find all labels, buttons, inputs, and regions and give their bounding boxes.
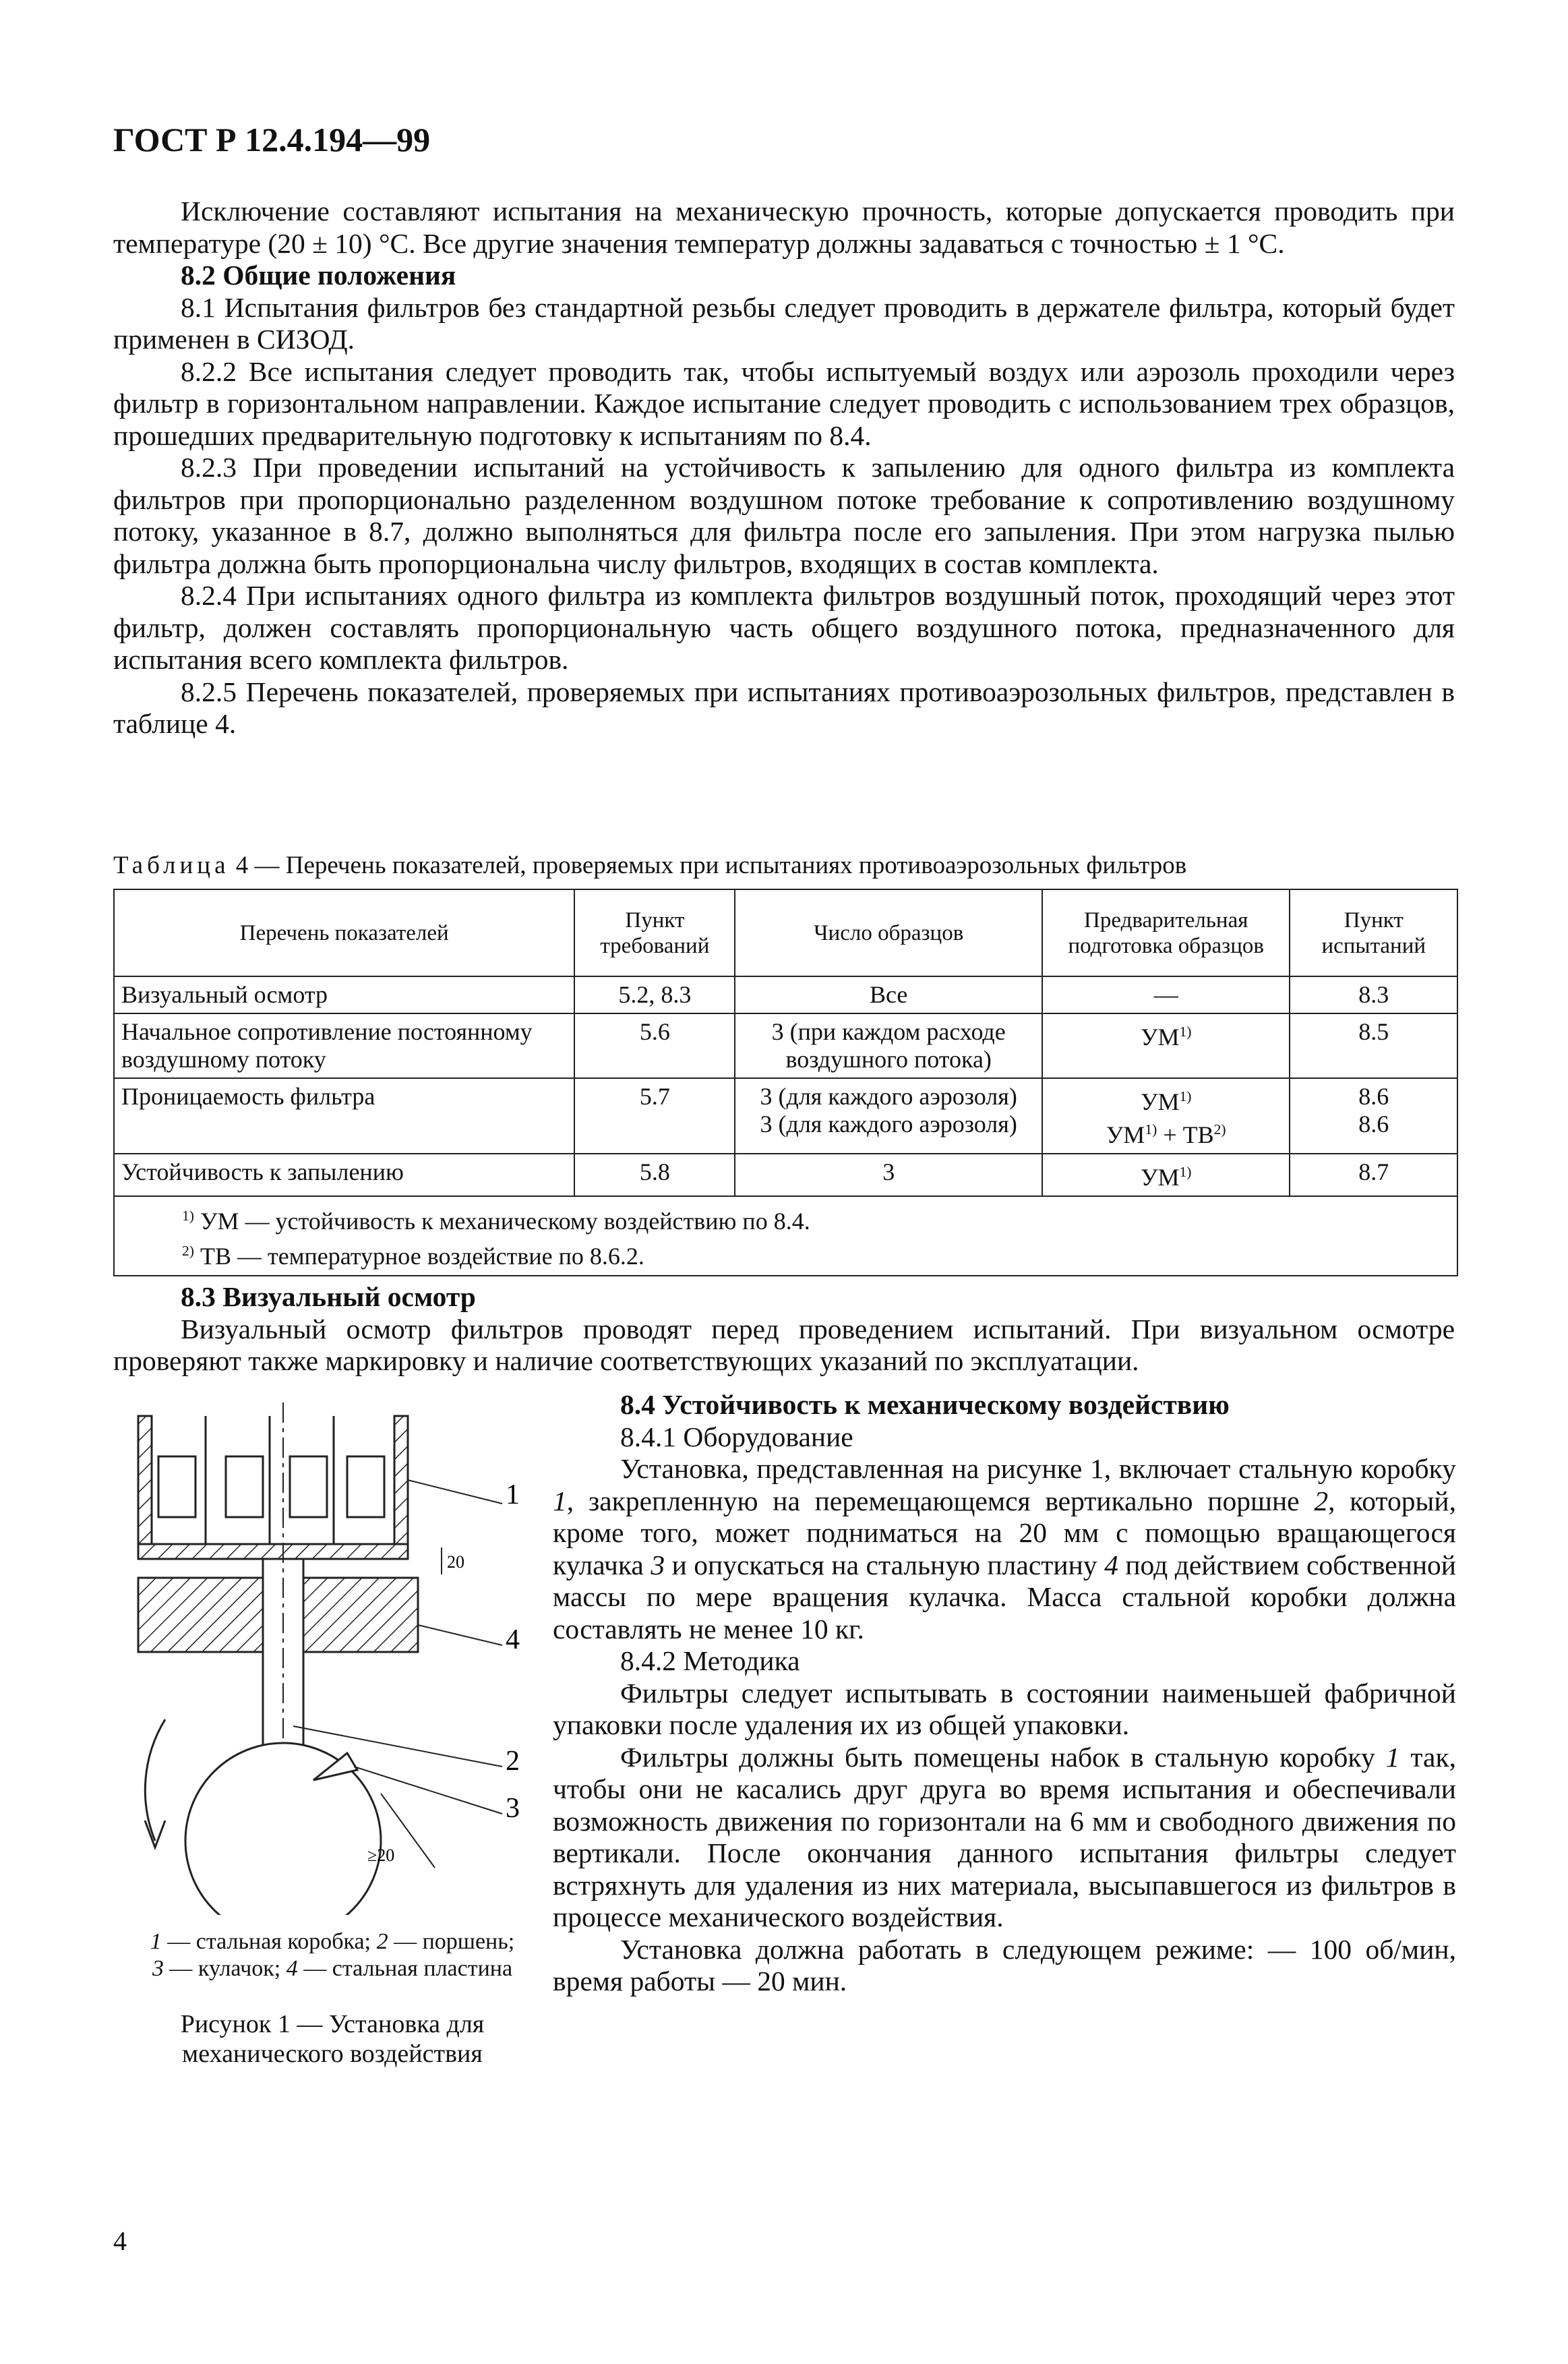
col-header: Предварительная подготовка образцов xyxy=(1042,889,1290,976)
section-8-2-title: 8.2 Общие положения xyxy=(181,260,456,291)
legend-num: 4 xyxy=(286,1956,298,1981)
figure-label-3: 3 xyxy=(506,1793,520,1824)
clause-8-4-2-p3: Установка должна работать в следующем режиме: — 100 об/мин, время работы — 20 мин. xyxy=(553,1933,1456,1997)
text-run: и опускаться на стальную пластину xyxy=(665,1549,1105,1580)
legend-text: — кулачок; xyxy=(163,1956,287,1981)
dimension-20: 20 xyxy=(447,1552,464,1572)
count-line: 3 (для каждого аэрозоля) xyxy=(760,1083,1017,1110)
clause-8-4-1-text xyxy=(553,1453,1456,1645)
cell-req: 5.8 xyxy=(574,1154,735,1196)
prep-text: УМ xyxy=(1140,1024,1180,1051)
table-caption-word: Таблица xyxy=(113,852,230,879)
legend-text: — стальная коробка; xyxy=(161,1929,377,1954)
cell-prep xyxy=(1042,1013,1290,1078)
legend-text: — поршень; xyxy=(388,1929,515,1954)
cell-count: 3 xyxy=(735,1154,1042,1196)
legend-num: 3 xyxy=(152,1956,164,1981)
clause-8-2-2: 8.2.2 Все испытания следует проводить так, чтобы испытуемый воздух или аэрозоль проходили через фильтр в горизонтальном направлении. Каждое испытание следует проводить с использованием трех образцов, прошедших предварительную подготовку к испытаниям по 8.4. xyxy=(113,355,1455,451)
table-row xyxy=(114,976,1457,1013)
col-header: Пункт испытаний xyxy=(1290,889,1457,976)
col-header: Число образцов xyxy=(735,889,1042,976)
footnote-1 xyxy=(182,1201,1450,1236)
dimension-ge20: ≥20 xyxy=(367,1845,395,1865)
col-header: Пункт требований xyxy=(574,889,735,976)
prep-text: УМ xyxy=(1140,1088,1180,1115)
col-header: Перечень показателей xyxy=(114,889,574,976)
ref-num: 1 xyxy=(553,1485,567,1516)
section-8-3-text: Визуальный осмотр фильтров проводят перед проведением испытаний. При визуальном осмотре проверяют также маркировку и наличие соответствующих указаний по эксплуатации. xyxy=(113,1313,1455,1376)
cell-test: 8.7 xyxy=(1290,1154,1457,1196)
prep-text: + ТВ xyxy=(1157,1121,1214,1148)
section-8-4-title: 8.4 Устойчивость к механическому воздействию xyxy=(620,1389,1230,1420)
figure-label-2: 2 xyxy=(506,1746,520,1777)
text-run: , закрепленную на перемещающемся вертикально поршне xyxy=(566,1485,1315,1516)
figure-label-1: 1 xyxy=(506,1479,520,1510)
legend-num: 1 xyxy=(150,1929,162,1954)
prep-text: УМ xyxy=(1140,1164,1180,1191)
cell-count: Все xyxy=(735,976,1042,1013)
cell-indicator: Устойчивость к запылению xyxy=(114,1154,574,1196)
clause-8-2-3: 8.2.3 При проведении испытаний на устойчивость к запылению для одного фильтра из комплекта фильтров при пропорционально разделенном воздушном потоке требование к сопротивлению воздушному потоку, указанное в 8.7, должно выполняться для фильтра после его запыления. При этом нагрузка пылью фильтра должна быть пропорциональна числу фильтров, входящих в состав комплекта. xyxy=(113,452,1455,579)
cell-test xyxy=(1290,1078,1457,1154)
table-row xyxy=(114,1078,1457,1154)
cell-test: 8.5 xyxy=(1290,1013,1457,1078)
prep-text: УМ xyxy=(1106,1121,1145,1148)
section-8-3-title: 8.3 Визуальный осмотр xyxy=(181,1281,476,1312)
figure-legend xyxy=(113,1928,551,1982)
body-text-top xyxy=(113,196,1455,740)
footnote-mark: 2) xyxy=(182,1243,194,1259)
cell-indicator: Начальное сопротивление постоянному воздушному потоку xyxy=(114,1013,574,1078)
clause-8-4-1: 8.4.1 Оборудование xyxy=(620,1421,853,1452)
footnote-mark: 1) xyxy=(182,1208,194,1224)
clause-8-2-1: 8.1 Испытания фильтров без стандартной резьбы следует проводить в держателе фильтра, который будет применен в СИЗОД. xyxy=(113,291,1455,355)
table-header-row xyxy=(114,889,1457,976)
section-8-4 xyxy=(553,1389,1456,1998)
ref-num: 3 xyxy=(651,1549,665,1580)
cell-req: 5.2, 8.3 xyxy=(574,976,735,1013)
footnote-2 xyxy=(182,1236,1450,1271)
footnote-ref: 1) xyxy=(1179,1024,1192,1040)
figure-1-diagram xyxy=(125,1402,529,1915)
clause-8-4-2-p2 xyxy=(553,1742,1456,1934)
footnote-ref: 1) xyxy=(1145,1121,1157,1137)
cell-prep xyxy=(1042,1154,1290,1196)
intro-paragraph: Исключение составляют испытания на механическую прочность, которые допускается проводить при температуре (20 ± 10) °С. Все другие значения температур должны задаваться с точностью ± 1 °С. xyxy=(113,196,1455,259)
cell-count xyxy=(735,1078,1042,1154)
footnote-text: УМ — устойчивость к механическому воздействию по 8.4. xyxy=(194,1208,810,1235)
cell-test: 8.3 xyxy=(1290,976,1457,1013)
ref-num: 2 xyxy=(1314,1485,1329,1516)
text-run: под действием собственной массы по мере вращения кулачка. Масса стальной коробки должна составлять не менее 10 кг. xyxy=(553,1549,1456,1645)
steel-box xyxy=(138,1416,408,1559)
footnote-ref: 1) xyxy=(1179,1088,1192,1104)
prep-line xyxy=(1050,1116,1283,1149)
clause-8-4-2: 8.4.2 Методика xyxy=(620,1645,800,1676)
table-caption xyxy=(113,851,1186,880)
cell-req: 5.6 xyxy=(574,1013,735,1078)
clause-8-2-4: 8.2.4 При испытаниях одного фильтра из комплекта фильтров воздушный поток, проходящий через этот фильтр, должен составлять пропорциональную часть общего воздушного потока, предназначенного для испытания всего комплекта фильтров. xyxy=(113,580,1455,675)
document-header: ГОСТ Р 12.4.194—99 xyxy=(113,121,431,158)
test-line: 8.6 xyxy=(1358,1111,1389,1137)
footnote-text: ТВ — температурное воздействие по 8.6.2. xyxy=(194,1243,644,1270)
footnote-ref: 2) xyxy=(1213,1121,1226,1137)
page-number: 4 xyxy=(113,2226,127,2256)
cell-indicator: Проницаемость фильтра xyxy=(114,1078,574,1154)
cell-indicator: Визуальный осмотр xyxy=(114,976,574,1013)
test-line: 8.6 xyxy=(1358,1083,1389,1110)
text-run: так, чтобы они не касались друг друга во время испытания и обеспечивали возможность движения по горизонтали на 6 мм и свободного движения по вертикали. После окончания данного испытания фильтры следует встряхнуть для удаления из них материала, высыпавшегося из фильтров в процессе механического воздействия. xyxy=(553,1741,1456,1932)
table-row xyxy=(114,1154,1457,1196)
clause-8-2-5: 8.2.5 Перечень показателей, проверяемых при испытаниях противоаэрозольных фильтров, представлен в таблице 4. xyxy=(113,676,1455,739)
cell-prep xyxy=(1042,1078,1290,1154)
section-8-3 xyxy=(113,1281,1455,1378)
ref-num: 4 xyxy=(1104,1549,1118,1580)
legend-text: — стальная пластина xyxy=(297,1956,513,1981)
text-run: Установка, представленная на рисунке 1, включает стальную коробку xyxy=(620,1453,1456,1484)
cell-prep: — xyxy=(1042,976,1290,1013)
cell-count: 3 (при каждом расходе воздушного потока) xyxy=(735,1013,1042,1078)
table-row xyxy=(114,1013,1457,1078)
cell-req: 5.7 xyxy=(574,1078,735,1154)
footnotes-cell xyxy=(114,1196,1457,1276)
ref-num: 1 xyxy=(1385,1741,1400,1773)
text-run: Фильтры должны быть помещены набок в стальную коробку xyxy=(620,1741,1386,1773)
prep-line xyxy=(1050,1083,1283,1116)
clause-8-4-2-p1: Фильтры следует испытывать в состоянии наименьшей фабричной упаковки после удаления их из общей упаковки. xyxy=(553,1677,1456,1740)
count-line: 3 (для каждого аэрозоля) xyxy=(760,1111,1017,1137)
indicators-table xyxy=(113,889,1458,1276)
table-footnotes xyxy=(114,1196,1457,1276)
figure-label-4: 4 xyxy=(506,1624,520,1655)
footnote-ref: 1) xyxy=(1179,1164,1192,1180)
figure-caption: Рисунок 1 — Установка для механического воздействия xyxy=(180,2010,485,2068)
table-caption-text: 4 — Перечень показателей, проверяемых при испытаниях противоаэрозольных фильтров xyxy=(229,852,1187,879)
text-run: , который, кроме того, может подниматься на 20 мм с помощью вращающегося кулачка xyxy=(553,1485,1456,1580)
legend-num: 2 xyxy=(376,1929,388,1954)
